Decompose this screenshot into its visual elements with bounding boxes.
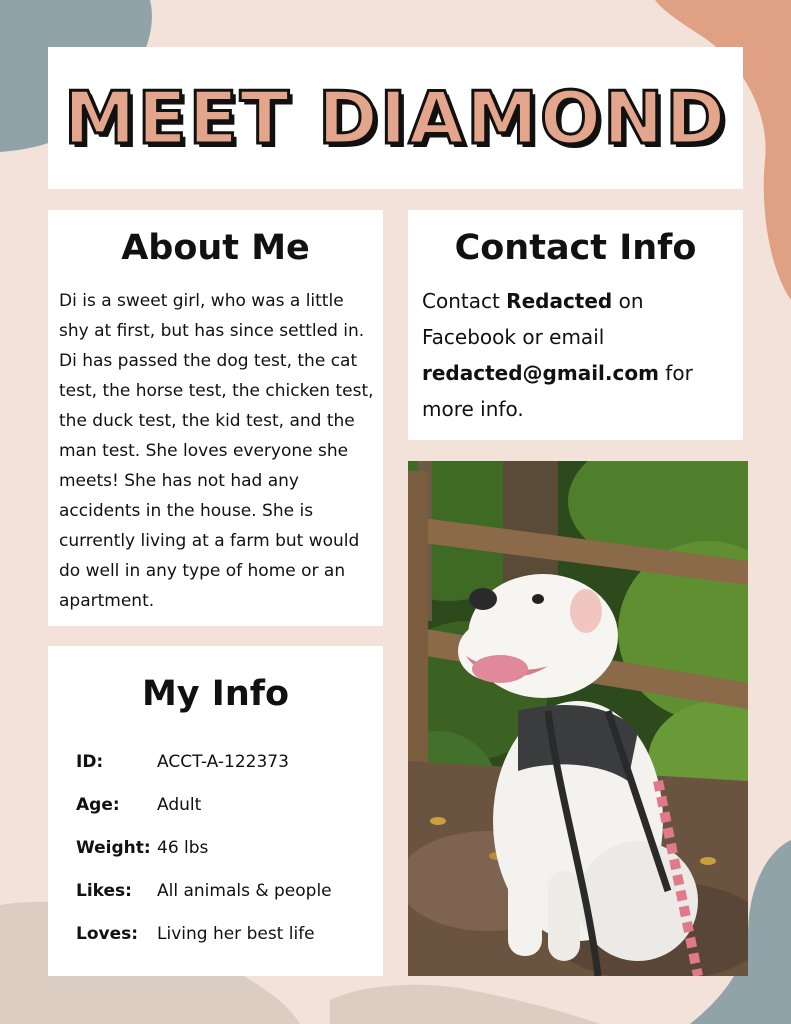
contact-suffix: for more info.: [422, 361, 693, 421]
dog-photo: [408, 461, 748, 976]
beige-blob-bottom-mid: [330, 985, 600, 1024]
about-me-card: [48, 210, 383, 626]
info-value: Adult: [157, 795, 202, 815]
about-me-text: Di is a sweet girl, who was a little shy at first, but has since settled in. Di has passed the dog test, the cat test, the horse test, the chicken test, the duck test, the kid test, and the man test. She loves everyone she meets! She has not had any accidents in the house. She is currently living at a farm but would do well in any type of home or an apartment.: [59, 291, 374, 611]
contact-name: Redacted: [506, 289, 613, 313]
info-label: Weight:: [76, 838, 151, 858]
info-label: Likes:: [76, 881, 132, 901]
contact-info-heading: Contact Info: [454, 228, 697, 268]
title-card: [48, 47, 743, 189]
about-me-heading: About Me: [121, 228, 310, 268]
info-label: Loves:: [76, 924, 139, 944]
page-title: MEET DIAMOND: [63, 76, 728, 160]
my-info-heading: My Info: [141, 674, 290, 714]
info-value: All animals & people: [157, 881, 332, 901]
info-value: 46 lbs: [157, 838, 209, 858]
contact-prefix: Contact: [422, 289, 507, 313]
info-label: ID:: [76, 752, 104, 772]
info-value: ACCT-A-122373: [157, 752, 289, 772]
info-value: Living her best life: [157, 924, 315, 944]
dog-photo-illustration: [408, 461, 748, 976]
contact-middle: on Facebook or email: [422, 289, 644, 349]
info-label: Age:: [76, 795, 120, 815]
contact-email[interactable]: redacted@gmail.com: [422, 361, 659, 385]
my-info-card: [48, 646, 383, 976]
contact-info-card: [408, 210, 743, 440]
contact-info-text: [422, 283, 734, 427]
